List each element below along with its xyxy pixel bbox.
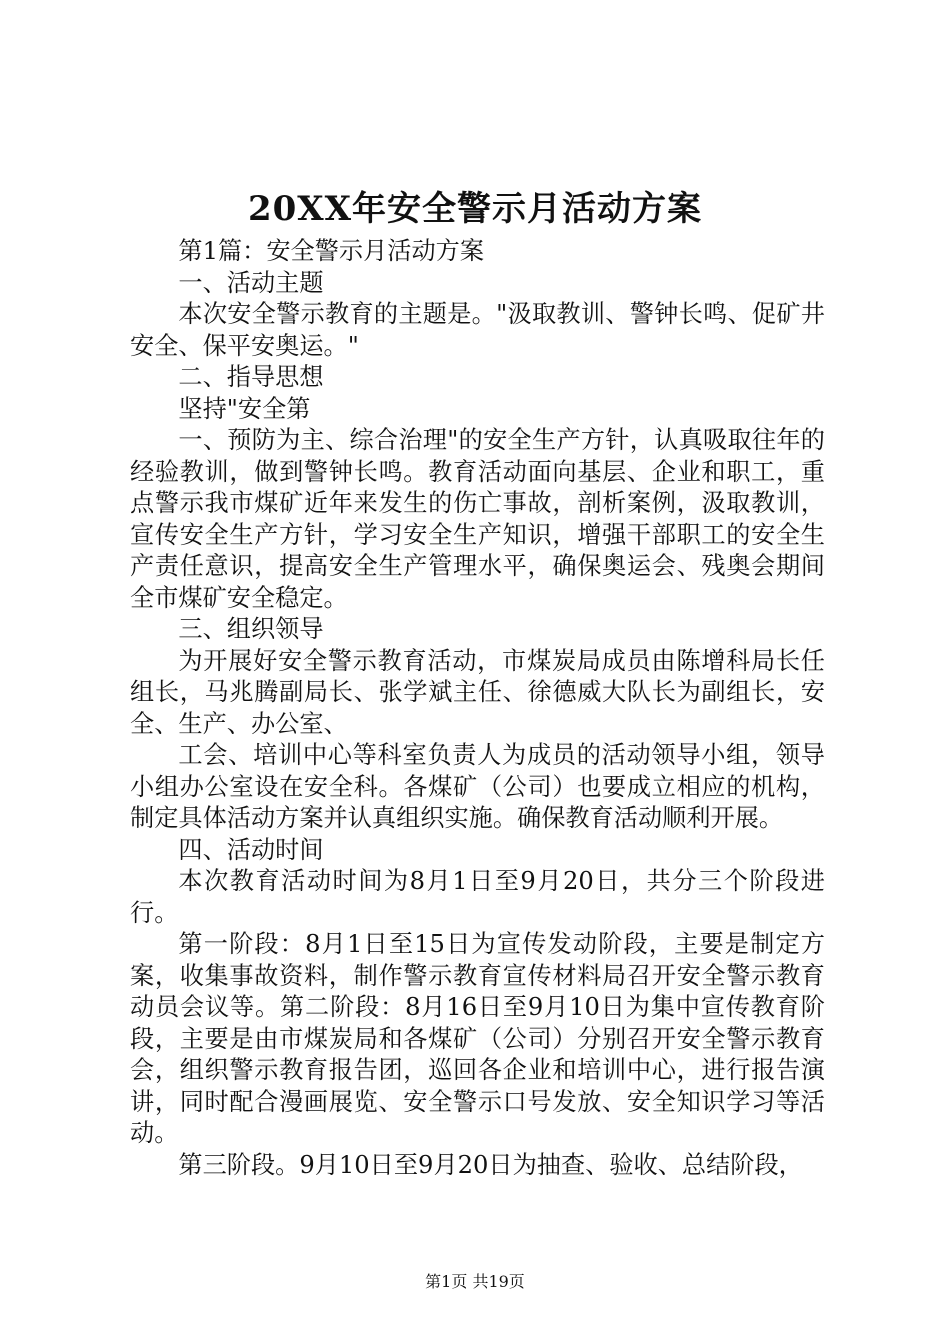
paragraph-part-heading: 第1篇：安全警示月活动方案 bbox=[178, 237, 485, 265]
paragraph-phase-1-2: 第一阶段：8月1日至15日为宣传发动阶段，主要是制定方案，收集事故资料，制作警示教育宣传材料局召开安全警示教育动员会议等。第二阶段：8月16日至9月10日为集中宣传教育阶段，主要是由市煤炭局和各煤矿（公司）分别召开安全警示教育会，组织警示教育报告团，巡回各企业和培训中心，进行报告演讲，同时配合漫画展览、安全警示口号发放、安全知识学习等活动。 bbox=[130, 930, 825, 1147]
page-footer: 第1页 共19页 bbox=[425, 1272, 525, 1291]
paragraph-section-4-heading: 四、活动时间 bbox=[178, 835, 324, 864]
paragraph-guiding-start: 坚持"安全第 bbox=[178, 394, 311, 423]
document-body bbox=[130, 236, 825, 1181]
paragraph-section-2-heading: 二、指导思想 bbox=[178, 363, 324, 391]
paragraph-section-3-heading: 三、组织领导 bbox=[178, 615, 324, 643]
paragraph-phase-3: 第三阶段。9月10日至9月20日为抽查、验收、总结阶段， bbox=[178, 1150, 803, 1179]
paragraph-theme: 本次安全警示教育的主题是。"汲取教训、警钟长鸣、促矿井安全、保平安奥运。" bbox=[130, 300, 825, 360]
paragraph-leadership: 为开展好安全警示教育活动，市煤炭局成员由陈增科局长任组长，马兆腾副局长、张学斌主任、徐德威大队长为副组长，安全、生产、办公室、 bbox=[130, 646, 825, 738]
paragraph-guiding-body: 一、预防为主、综合治理"的安全生产方针，认真吸取往年的经验教训，做到警钟长鸣。教育活动面向基层、企业和职工，重点警示我市煤矿近年来发生的伤亡事故，剖析案例，汲取教训，宣传安全生产方针，学习安全生产知识，增强干部职工的安全生产责任意识，提高安全生产管理水平，确保奥运会、残奥会期间全市煤矿安全稳定。 bbox=[130, 426, 825, 612]
paragraph-leadership-cont: 工会、培训中心等科室负责人为成员的活动领导小组，领导小组办公室设在安全科。各煤矿（公司）也要成立相应的机构，制定具体活动方案并认真组织实施。确保教育活动顺利开展。 bbox=[130, 741, 825, 832]
document-title: 20XX年安全警示月活动方案 bbox=[247, 189, 703, 229]
paragraph-section-1-heading: 一、活动主题 bbox=[178, 268, 324, 297]
paragraph-schedule: 本次教育活动时间为8月1日至9月20日，共分三个阶段进行。 bbox=[130, 867, 825, 927]
